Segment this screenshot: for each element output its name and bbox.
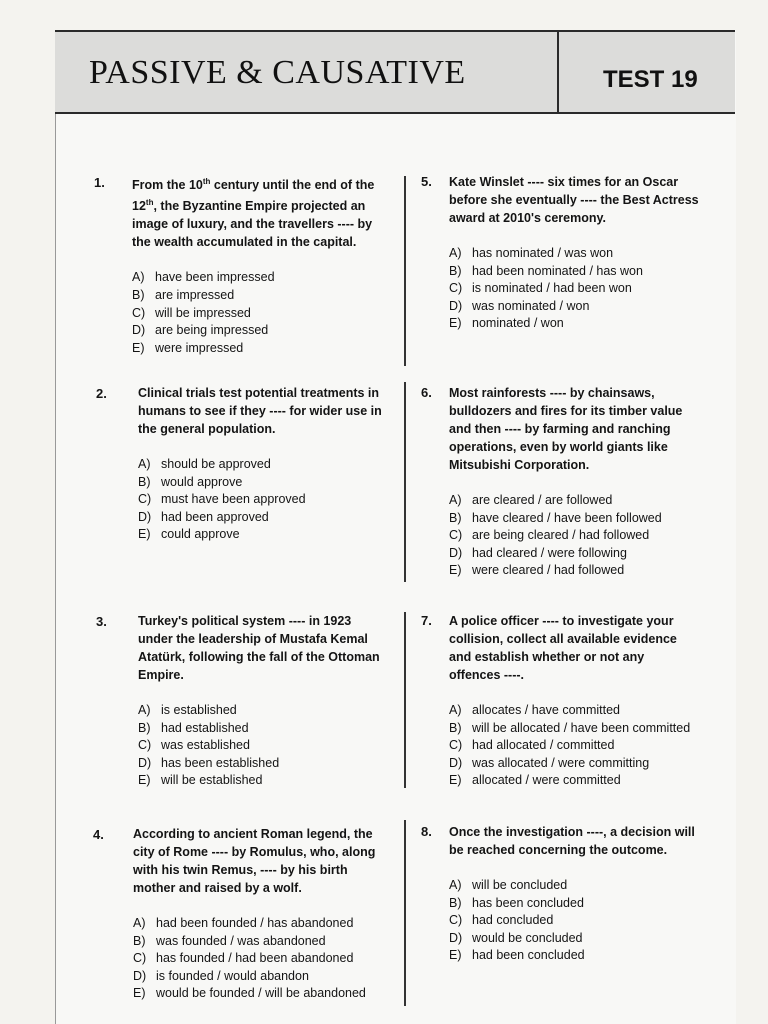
question-number: 5. xyxy=(421,174,432,189)
answer-option-a[interactable]: A) has nominated / was won xyxy=(449,246,614,260)
question-number: 2. xyxy=(96,386,107,401)
answer-option-b[interactable]: B) had been nominated / has won xyxy=(449,263,643,278)
answer-option-b[interactable]: B) are impressed xyxy=(132,287,235,302)
question-number: 1. xyxy=(94,175,105,190)
answer-option-a[interactable]: A) should be approved xyxy=(138,457,271,471)
answer-option-d[interactable]: D) was nominated / won xyxy=(449,298,590,313)
answer-option-d[interactable]: D) was allocated / were committing xyxy=(449,755,650,770)
answer-option-b[interactable]: B) have cleared / have been followed xyxy=(449,510,662,525)
question-number: 8. xyxy=(421,824,432,839)
test-number-label: TEST 19 xyxy=(603,66,698,93)
answer-option-c[interactable]: C) was established xyxy=(138,738,250,753)
answer-option-e[interactable]: E) allocated / were committed xyxy=(449,773,621,788)
answer-option-a[interactable]: A) allocates / have committed xyxy=(449,703,620,717)
answer-options xyxy=(132,269,382,357)
question-stem: Once the investigation ----, a decision will be reached concerning the outcome. xyxy=(449,825,695,857)
header-divider xyxy=(557,32,559,112)
answer-option-d[interactable]: D) would be concluded xyxy=(449,930,583,945)
question-stem: Most rainforests ---- by chainsaws, bulldozers and fires for its timber value and then ---- by farming and ranching operations, even by world giants like Mitsubishi Corporation. xyxy=(449,386,683,472)
answer-option-c[interactable]: C) are being cleared / had followed xyxy=(449,528,650,543)
question-number: 4. xyxy=(93,827,104,842)
answer-option-e[interactable]: E) could approve xyxy=(138,527,240,542)
answer-option-d[interactable]: D) are being impressed xyxy=(132,323,269,338)
answer-option-e[interactable]: E) had been concluded xyxy=(449,948,585,963)
answer-options xyxy=(449,877,699,965)
answer-option-c[interactable]: C) will be impressed xyxy=(132,305,251,320)
question-2 xyxy=(96,384,388,544)
question-3 xyxy=(96,612,388,790)
answer-option-d[interactable]: D) had been approved xyxy=(138,509,269,524)
answer-options xyxy=(449,492,705,580)
answer-option-c[interactable]: C) must have been approved xyxy=(138,492,306,507)
question-number: 3. xyxy=(96,614,107,629)
answer-option-d[interactable]: D) had cleared / were following xyxy=(449,545,627,560)
answer-options xyxy=(138,702,388,790)
answer-option-c[interactable]: C) had allocated / committed xyxy=(449,738,615,753)
answer-option-a[interactable]: A) is established xyxy=(138,703,237,717)
answer-option-e[interactable]: E) would be founded / will be abandoned xyxy=(133,986,366,1001)
answer-option-d[interactable]: D) has been established xyxy=(138,755,280,770)
question-1 xyxy=(94,173,382,357)
column-divider xyxy=(404,820,406,1006)
question-stem: According to ancient Roman legend, the city of Rome ---- by Romulus, who, along with his twin Remus, ---- by his birth mother and raised by a wolf. xyxy=(133,827,376,895)
column-divider xyxy=(404,612,406,788)
question-7 xyxy=(421,612,699,790)
question-number: 6. xyxy=(421,385,432,400)
answer-option-b[interactable]: B) will be allocated / have been committed xyxy=(449,720,691,735)
question-stem: From the 10th century until the end of the 12th, the Byzantine Empire projected an image of luxury, and the travellers ---- by the wealth accumulated in the capital. xyxy=(132,177,375,250)
answer-option-a[interactable]: A) will be concluded xyxy=(449,878,568,892)
question-6 xyxy=(421,384,705,580)
column-divider xyxy=(404,382,406,582)
answer-option-a[interactable]: A) are cleared / are followed xyxy=(449,493,613,507)
question-8 xyxy=(421,823,699,965)
answer-option-c[interactable]: C) has founded / had been abandoned xyxy=(133,951,354,966)
worksheet-header xyxy=(55,30,735,114)
answer-options xyxy=(133,915,383,1003)
answer-options xyxy=(449,245,699,333)
question-number: 7. xyxy=(421,613,432,628)
question-5 xyxy=(421,173,699,333)
question-stem: A police officer ---- to investigate your collision, collect all available evidence and establish whether or not any offences ----. xyxy=(449,614,677,682)
question-stem: Kate Winslet ---- six times for an Oscar before she eventually ---- the Best Actress award at 2010's ceremony. xyxy=(449,175,699,225)
answer-option-a[interactable]: A) had been founded / has abandoned xyxy=(133,916,354,930)
answer-option-a[interactable]: A) have been impressed xyxy=(132,270,275,285)
answer-option-c[interactable]: C) is nominated / had been won xyxy=(449,281,632,296)
answer-option-b[interactable]: B) would approve xyxy=(138,474,243,489)
answer-option-d[interactable]: D) is founded / would abandon xyxy=(133,968,309,983)
question-4 xyxy=(93,825,383,1003)
answer-options xyxy=(138,456,388,544)
answer-options xyxy=(449,702,699,790)
page-title: PASSIVE & CAUSATIVE xyxy=(89,54,466,91)
question-stem: Turkey's political system ---- in 1923 under the leadership of Mustafa Kemal Atatürk, following the fall of the Ottoman Empire. xyxy=(138,614,380,682)
answer-option-b[interactable]: B) had established xyxy=(138,720,249,735)
answer-option-e[interactable]: E) were cleared / had followed xyxy=(449,563,625,578)
column-divider xyxy=(404,176,406,366)
question-stem: Clinical trials test potential treatments in humans to see if they ---- for wider use in the general population. xyxy=(138,386,382,436)
answer-option-e[interactable]: E) were impressed xyxy=(132,340,244,355)
answer-option-c[interactable]: C) had concluded xyxy=(449,913,554,928)
answer-option-e[interactable]: E) will be established xyxy=(138,773,263,788)
answer-option-e[interactable]: E) nominated / won xyxy=(449,316,564,331)
answer-option-b[interactable]: B) has been concluded xyxy=(449,895,584,910)
answer-option-b[interactable]: B) was founded / was abandoned xyxy=(133,933,326,948)
